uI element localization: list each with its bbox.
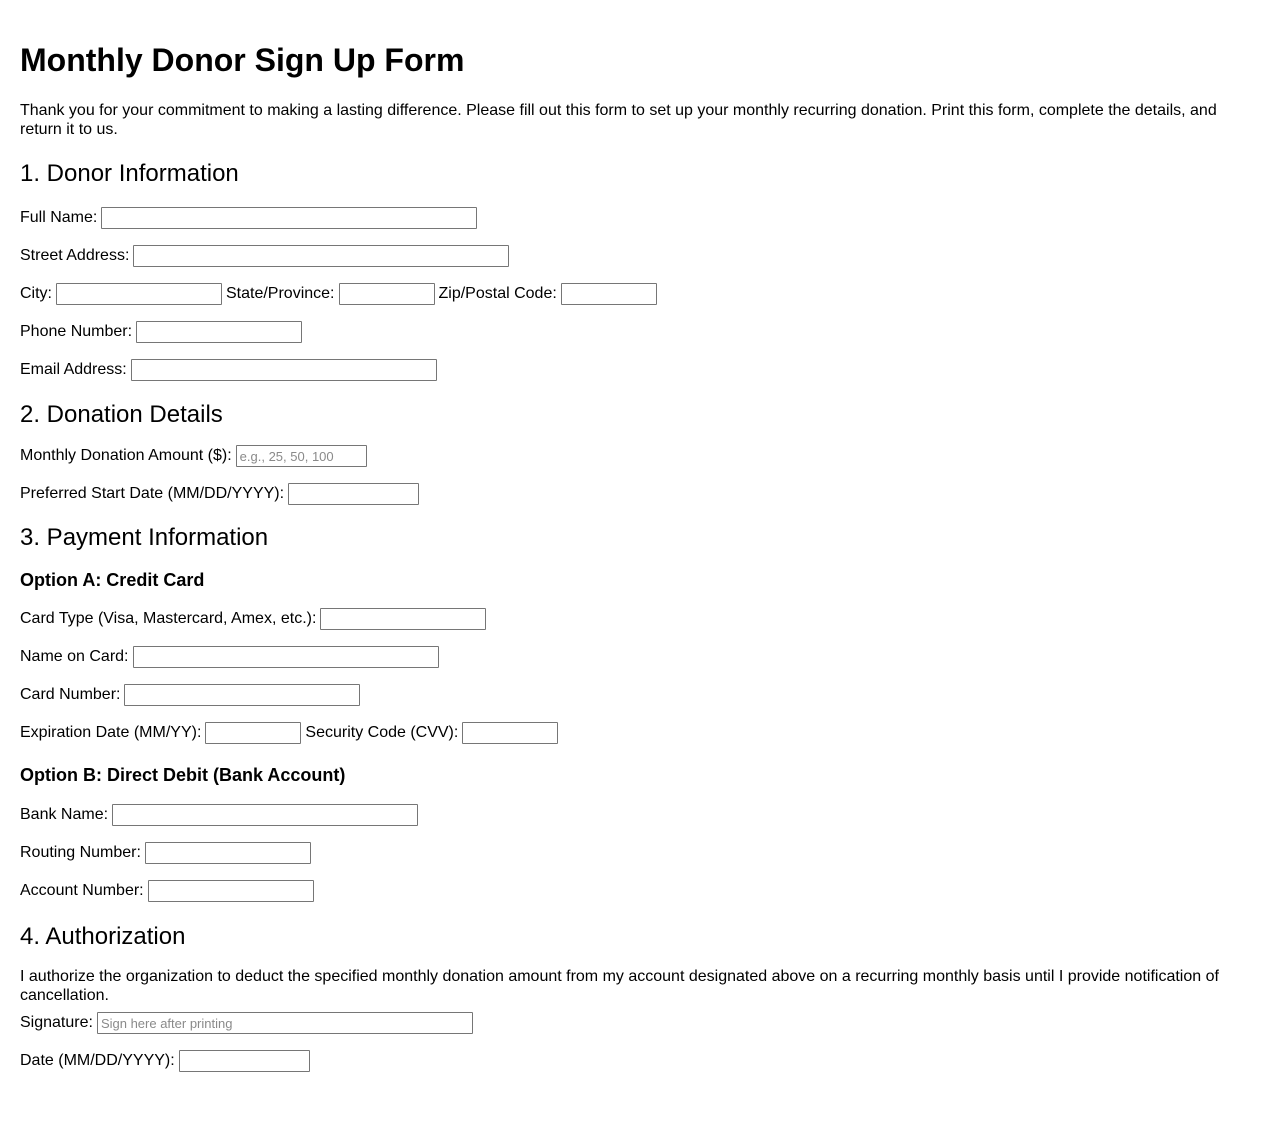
zip-input[interactable] bbox=[561, 283, 657, 305]
date-label: Date (MM/DD/YYYY): bbox=[20, 1052, 175, 1069]
expiration-label: Expiration Date (MM/YY): bbox=[20, 724, 202, 741]
state-label: State/Province: bbox=[226, 285, 335, 302]
bank-name-label: Bank Name: bbox=[20, 806, 109, 823]
email-row bbox=[20, 359, 1242, 381]
card-type-input[interactable] bbox=[320, 608, 486, 630]
bank-name-row bbox=[20, 804, 1242, 826]
email-input[interactable] bbox=[131, 359, 437, 381]
donation-amount-label: Monthly Donation Amount ($): bbox=[20, 447, 232, 464]
zip-label: Zip/Postal Code: bbox=[438, 285, 557, 302]
city-input[interactable] bbox=[56, 283, 222, 305]
section-payment-heading: 3. Payment Information bbox=[20, 524, 269, 551]
start-date-row bbox=[20, 483, 1242, 505]
street-address-row bbox=[20, 245, 1242, 267]
card-number-input[interactable] bbox=[124, 684, 360, 706]
name-on-card-input[interactable] bbox=[133, 646, 439, 668]
phone-label: Phone Number: bbox=[20, 323, 133, 340]
signature-label: Signature: bbox=[20, 1014, 93, 1031]
account-number-label: Account Number: bbox=[20, 882, 144, 899]
expiration-input[interactable] bbox=[205, 722, 301, 744]
account-number-input[interactable] bbox=[148, 880, 314, 902]
city-state-zip-row bbox=[20, 283, 1242, 305]
cvv-input[interactable] bbox=[462, 722, 558, 744]
full-name-input[interactable] bbox=[101, 207, 477, 229]
donation-amount-input[interactable] bbox=[236, 445, 367, 467]
street-address-input[interactable] bbox=[133, 245, 509, 267]
section-donor-heading: 1. Donor Information bbox=[20, 160, 239, 187]
date-row bbox=[20, 1050, 1242, 1072]
authorization-text: I authorize the organization to deduct the specified monthly donation amount from my account designated above on a recurring monthly basis until I provide notification of cancellation. bbox=[20, 968, 1219, 1004]
signature-input[interactable] bbox=[97, 1012, 473, 1034]
card-number-label: Card Number: bbox=[20, 686, 121, 703]
phone-row bbox=[20, 321, 1242, 343]
routing-number-input[interactable] bbox=[145, 842, 311, 864]
routing-number-label: Routing Number: bbox=[20, 844, 141, 861]
city-label: City: bbox=[20, 285, 52, 302]
section-authorization-heading: 4. Authorization bbox=[20, 923, 186, 950]
phone-input[interactable] bbox=[136, 321, 302, 343]
name-on-card-row bbox=[20, 646, 1242, 668]
intro-text: Thank you for your commitment to making a lasting difference. Please fill out this form to set up your monthly recurring donation. Print this form, complete the details, and return it to us. bbox=[20, 102, 1217, 138]
start-date-input[interactable] bbox=[288, 483, 419, 505]
full-name-row bbox=[20, 207, 1242, 229]
option-b-heading: Option B: Direct Debit (Bank Account) bbox=[20, 765, 346, 785]
state-input[interactable] bbox=[339, 283, 435, 305]
account-number-row bbox=[20, 880, 1242, 902]
donation-amount-row bbox=[20, 445, 1242, 467]
date-input[interactable] bbox=[179, 1050, 310, 1072]
option-a-heading: Option A: Credit Card bbox=[20, 570, 205, 590]
start-date-label: Preferred Start Date (MM/DD/YYYY): bbox=[20, 485, 285, 502]
street-address-label: Street Address: bbox=[20, 247, 130, 264]
name-on-card-label: Name on Card: bbox=[20, 648, 129, 665]
bank-name-input[interactable] bbox=[112, 804, 418, 826]
signature-row bbox=[20, 1012, 1242, 1034]
card-type-row bbox=[20, 608, 1242, 630]
expiration-cvv-row bbox=[20, 722, 1242, 744]
page-title: Monthly Donor Sign Up Form bbox=[20, 42, 465, 78]
cvv-label: Security Code (CVV): bbox=[305, 724, 459, 741]
card-number-row bbox=[20, 684, 1242, 706]
routing-number-row bbox=[20, 842, 1242, 864]
section-donation-heading: 2. Donation Details bbox=[20, 401, 223, 428]
full-name-label: Full Name: bbox=[20, 209, 98, 226]
card-type-label: Card Type (Visa, Mastercard, Amex, etc.): bbox=[20, 610, 317, 627]
email-label: Email Address: bbox=[20, 361, 127, 378]
